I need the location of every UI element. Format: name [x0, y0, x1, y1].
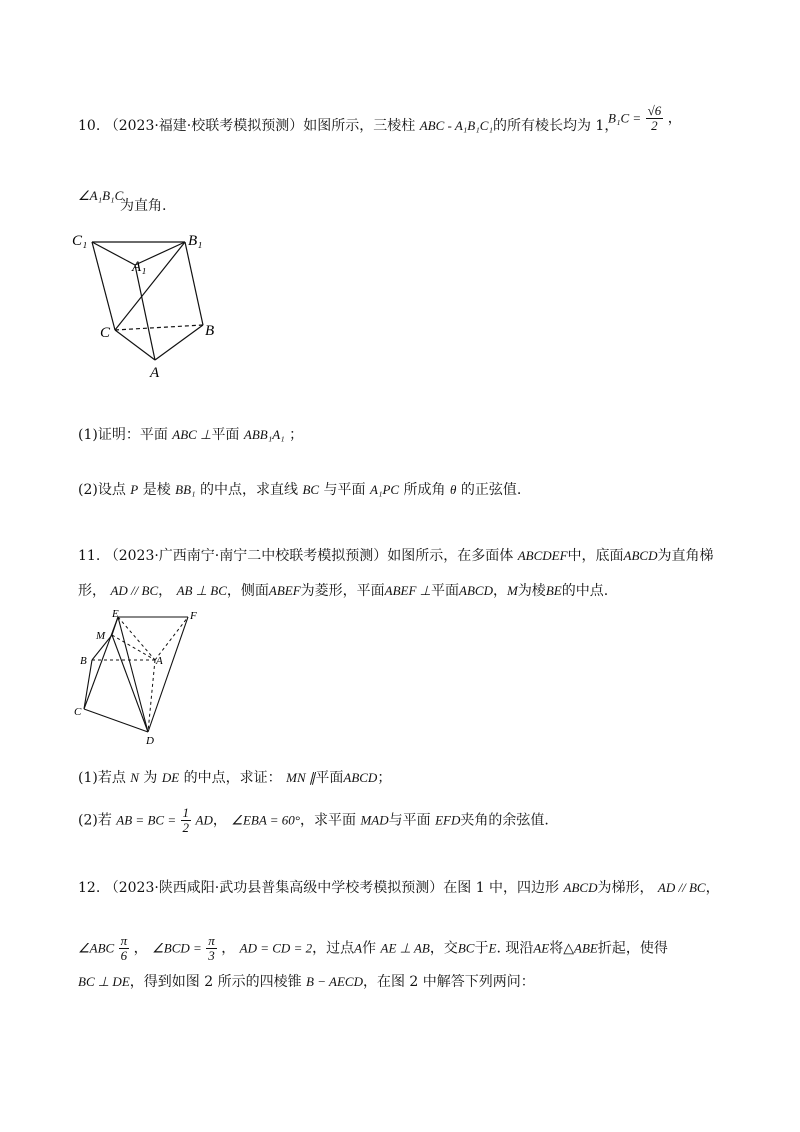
label-b: B	[205, 323, 215, 339]
label-c: C	[74, 706, 82, 718]
q10-part1-plane: ABB₁A₁	[243, 427, 285, 442]
q11-part1	[78, 768, 391, 788]
q10-line2	[78, 186, 123, 206]
label-c: C	[100, 325, 111, 341]
q10-part1-prefix: (1)证明：平面	[78, 427, 168, 443]
q11-part1-abcd: ABCD	[343, 770, 378, 785]
q11-m: M	[506, 583, 518, 598]
q12-text1: 在图 1 中，四边形	[443, 880, 560, 896]
q11-part2-a: (2)若	[78, 812, 112, 829]
q12-l2-d: 于	[474, 940, 489, 957]
q10-line1	[78, 116, 618, 136]
q12-text2: 为梯形，	[597, 880, 654, 896]
q11-frac-den: 2	[182, 820, 190, 835]
q11-sep1: ，	[158, 583, 173, 599]
q12-sep2: ，	[221, 940, 236, 957]
q11-part1-de: DE	[161, 770, 180, 785]
q11-part1-d: 平面	[315, 770, 344, 786]
q10-part2	[78, 480, 521, 500]
q12-pi1-num: π	[120, 933, 128, 948]
q11-part2-efd: EFD	[435, 812, 461, 828]
q11-number: 11.	[78, 548, 101, 564]
edge-bc	[84, 660, 92, 709]
q12-baecd: B − AECD	[306, 974, 363, 989]
q12-sep1: ，	[133, 940, 148, 957]
q10-text2: 的所有棱长均为 1，	[492, 118, 619, 134]
q10-part2-e: 所成角	[403, 482, 446, 498]
q10-part1-mid: 平面	[211, 427, 240, 443]
q10-b1c-expr	[608, 104, 682, 133]
q11-line2-f: 为棱	[517, 583, 546, 599]
edge-a1a	[135, 265, 155, 360]
q11-abef2: ABEF ⊥	[384, 583, 432, 598]
q10-part2-f: 的正弦值.	[460, 482, 522, 498]
q11-line2	[78, 581, 608, 601]
q11-part1-c: 的中点，求证：	[183, 770, 282, 786]
edge-ma-hidden	[112, 635, 155, 660]
q11-part2-e: 夹角的余弦值.	[460, 812, 549, 829]
edge-ab	[155, 325, 203, 360]
q12-line1	[78, 878, 720, 898]
q10-fraction	[646, 104, 664, 133]
q12-l2-a: ，过点	[312, 940, 355, 957]
q10-part1	[78, 425, 303, 445]
q11-source: （2023·广西南宁·南宁二中校联考模拟预测）	[104, 548, 388, 564]
q11-part1-mn: MN ∥	[286, 770, 316, 785]
q11-line1	[78, 546, 713, 566]
q11-text2: 中，底面	[567, 548, 624, 564]
label-d: D	[146, 735, 154, 747]
q11-poly: ABCDEF	[517, 548, 568, 563]
label-e: E	[112, 608, 119, 620]
q12-l2-g: 折起，使得	[597, 940, 668, 957]
q12-number: 12.	[78, 880, 101, 896]
q11-cond2: AB ⊥ BC	[176, 583, 227, 598]
q12-l2-f: 将△	[549, 940, 575, 957]
label-a1: A₁	[132, 259, 147, 275]
q11-part2-eq: AB = BC =	[116, 812, 177, 828]
q10-line2b	[120, 196, 166, 216]
edge-af-hidden	[155, 617, 188, 660]
label-f: F	[190, 610, 197, 622]
q11-part2-b: ，	[212, 812, 227, 829]
q12-adbc: AD // BC	[657, 880, 706, 895]
q11-text1: 如图所示，在多面体	[387, 548, 514, 564]
label-a: A	[156, 655, 163, 667]
q11-abcd2: ABCD	[459, 583, 493, 598]
q10-part2-plane: A₁PC	[370, 482, 400, 497]
q10-number: 10.	[78, 118, 101, 134]
q11-part2-fraction	[181, 806, 192, 835]
q12-pi2-num: π	[208, 933, 215, 948]
q11-frac-num: 1	[182, 805, 190, 820]
q11-line2-c: 为菱形，平面	[300, 583, 385, 599]
label-c1: C₁	[72, 233, 88, 249]
q12-l2-b: 作	[362, 940, 377, 957]
q11-line2-b: ，侧面	[226, 583, 269, 599]
q11-part1-n: N	[130, 770, 139, 785]
q10-part2-bb1: BB₁	[175, 482, 196, 497]
q12-ae: AE	[533, 940, 550, 956]
q11-line2-g: 的中点.	[561, 583, 609, 599]
q10-prism-figure	[60, 225, 235, 380]
q12-pi1	[119, 934, 130, 963]
q10-part2-a: (2)设点	[78, 482, 126, 498]
q11-part2-ad: AD	[195, 812, 213, 828]
q12-abcd: ABCD	[563, 880, 598, 895]
q11-be: BE	[545, 583, 562, 598]
q12-line3	[78, 972, 535, 992]
q12-e: E	[488, 940, 497, 956]
q12-l2-c: ，交	[429, 940, 458, 957]
q12-source: （2023·陕西咸阳·武功县普集高级中学校考模拟预测）	[104, 880, 444, 896]
q11-part2-mad: MAD	[360, 812, 389, 828]
q11-polyhedron-figure	[70, 607, 210, 747]
q12-l3-a: ，得到如图 2 所示的四棱锥	[129, 974, 302, 990]
edge-md	[112, 635, 148, 732]
q12-l2-e: . 现沿	[496, 940, 534, 957]
q10-part2-c: 的中点，求直线	[200, 482, 299, 498]
q11-line2-a: 形，	[78, 583, 106, 599]
edge-b1b	[185, 242, 203, 325]
q10-frac-den: 2	[651, 118, 658, 133]
q11-part1-a: (1)若点	[78, 770, 126, 786]
label-m: M	[96, 630, 106, 642]
q12-adcd: AD = CD = 2	[239, 940, 313, 956]
q10-angle: ∠A₁B₁C	[78, 188, 124, 203]
q11-cond1: AD // BC	[110, 583, 159, 598]
q11-part2-d: 与平面	[388, 812, 431, 829]
q11-part2-angle: ∠EBA = 60°	[231, 812, 301, 828]
q10-frac-num: √6	[647, 103, 662, 118]
q12-bc: BC	[457, 940, 475, 956]
q11-part2	[78, 806, 549, 835]
q12-aeab: AE ⊥ AB	[380, 940, 430, 956]
q10-prism: ABC - A₁B₁C₁	[419, 118, 493, 133]
edge-ca	[115, 330, 155, 360]
q11-part2-c: ，求平面	[300, 812, 357, 829]
q12-pi1-den: 6	[120, 948, 128, 963]
q10-part2-p: P	[130, 482, 139, 497]
q12-line2	[78, 934, 668, 963]
q12-l3-b: ，在图 2 中解答下列两问：	[362, 974, 535, 990]
q11-line2-d: 平面	[431, 583, 460, 599]
edge-cb-hidden	[115, 325, 203, 330]
q10-part1-end: ；	[289, 427, 304, 443]
q10-part2-d: 与平面	[323, 482, 366, 498]
edge-cb1	[115, 242, 185, 330]
q12-angle-abc: ∠ABC	[78, 940, 115, 956]
q10-part2-bc: BC	[302, 482, 320, 497]
q10-source: （2023·福建·校联考模拟预测）	[104, 118, 304, 134]
q10-part2-b: 是棱	[142, 482, 171, 498]
q11-part1-e: ；	[377, 770, 392, 786]
q10-b1c: B₁C =	[608, 110, 642, 126]
q10-text3: 为直角.	[120, 198, 167, 214]
q12-text3: ，	[705, 880, 720, 896]
label-a: A	[150, 365, 160, 380]
q11-line2-e: ，	[492, 583, 507, 599]
edge-c1a1	[92, 242, 135, 265]
q11-base: ABCD	[623, 548, 658, 563]
q12-a: A	[354, 940, 363, 956]
q12-pi2	[206, 934, 217, 963]
label-b1: B₁	[188, 233, 203, 249]
q10-text1: 如图所示，三棱柱	[303, 118, 416, 134]
q10-part1-abc: ABC ⊥	[172, 427, 212, 442]
q12-abe: ABE	[574, 940, 598, 956]
edge-cd	[84, 709, 148, 732]
q11-abef: ABEF	[268, 583, 301, 598]
label-b: B	[80, 655, 87, 667]
edge-c1c	[92, 242, 115, 330]
q12-pi2-den: 3	[208, 948, 215, 963]
q11-text3: 为直角梯	[657, 548, 714, 564]
q11-part1-b: 为	[143, 770, 158, 786]
q12-bcde: BC ⊥ DE	[78, 974, 130, 989]
q10-part2-theta: θ	[449, 482, 457, 497]
q10-comma: ，	[667, 110, 682, 127]
q12-angle-bcd: ∠BCD =	[152, 940, 202, 956]
edge-ed	[118, 617, 148, 732]
